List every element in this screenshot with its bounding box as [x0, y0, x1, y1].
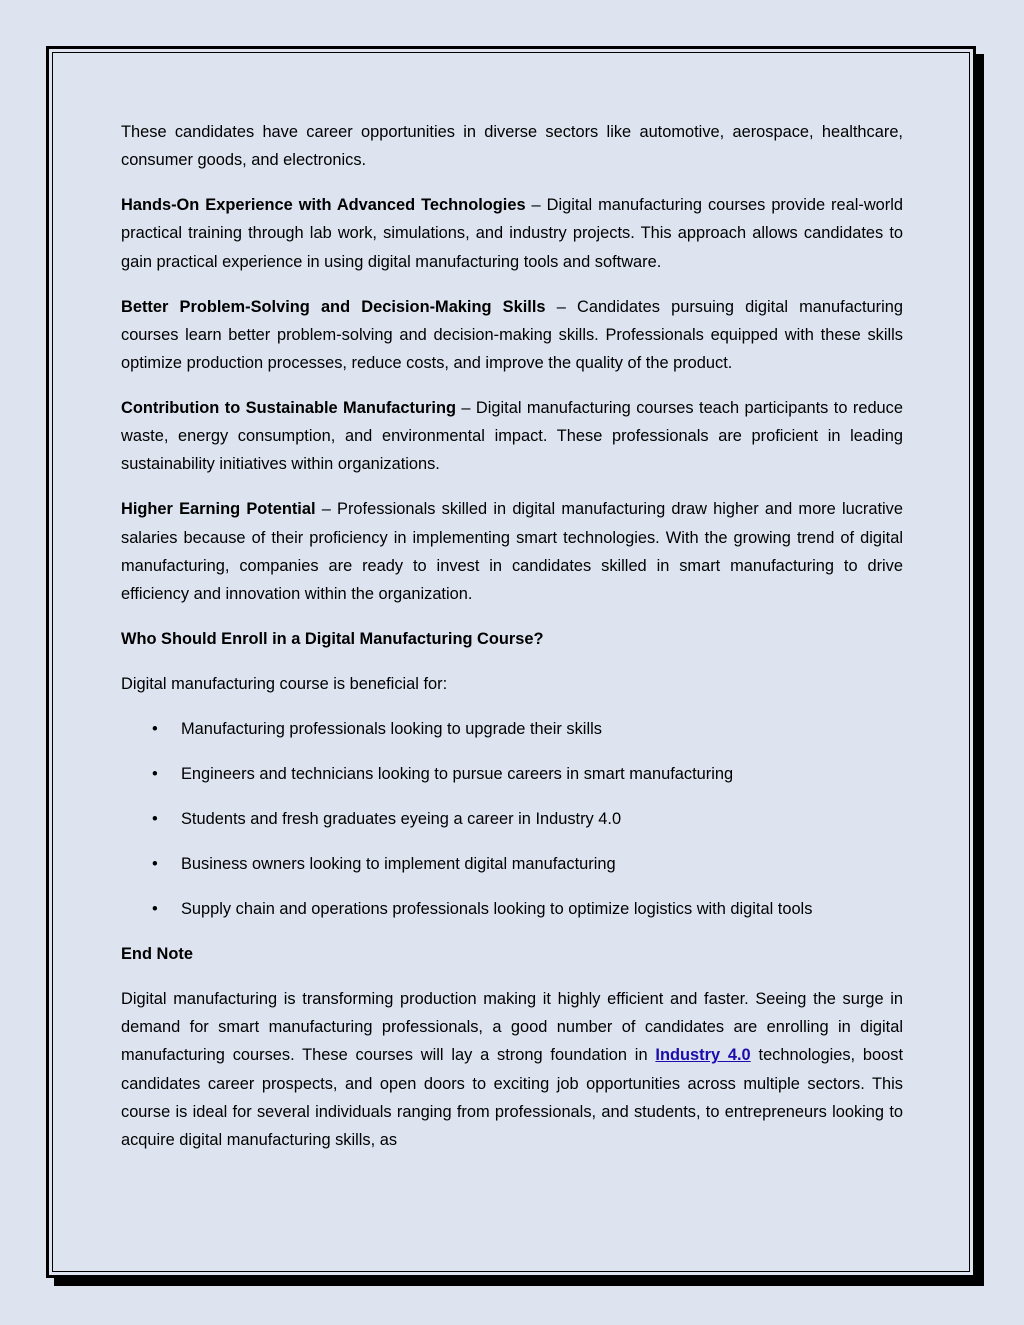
earning-heading: Higher Earning Potential — [121, 500, 316, 519]
paragraph-hands-on — [121, 191, 903, 276]
end-note-text-before: Digital manufacturing is transforming production making it highly efficient and faster. Seeing the surge in demand for smart manufacturing professionals, a good number of candidates are enrolling in digital manufacturing courses. These courses will lay a strong foundation in — [121, 990, 903, 1065]
list-item — [121, 715, 903, 743]
list-item-text: Supply chain and operations professionals looking to optimize logistics with digital tools — [181, 900, 813, 919]
paragraph-problem-solving — [121, 293, 903, 378]
bullet-icon: • — [152, 765, 158, 784]
list-item-text: Engineers and technicians looking to pursue careers in smart manufacturing — [181, 765, 734, 784]
paragraph-earning — [121, 495, 903, 608]
bullet-icon: • — [152, 720, 158, 739]
sustainability-text: – Digital manufacturing courses teach participants to reduce waste, energy consumption, and environmental impact. These professionals are proficient in leading sustainability initiatives within organizations. — [121, 399, 903, 474]
hands-on-heading: Hands-On Experience with Advanced Technologies — [121, 196, 526, 215]
list-item — [121, 850, 903, 878]
list-item-text: Business owners looking to implement digital manufacturing — [181, 855, 616, 874]
end-note-text-after: technologies, boost candidates career prospects, and open doors to exciting job opportunities across multiple sectors. This course is ideal for several individuals ranging from professionals, and students, to entrepreneurs looking to acquire digital manufacturing skills, as — [121, 1046, 904, 1150]
bullet-icon: • — [152, 810, 158, 829]
paragraph-career-sectors: These candidates have career opportunities in diverse sectors like automotive, aerospace, healthcare, consumer goods, and electronics. — [121, 123, 903, 170]
list-item — [121, 895, 903, 923]
beneficial-intro: Digital manufacturing course is beneficial for: — [121, 675, 448, 694]
document-body — [121, 118, 903, 1171]
list-item — [121, 805, 903, 833]
list-item-text: Manufacturing professionals looking to upgrade their skills — [181, 720, 602, 739]
who-should-enroll-heading: Who Should Enroll in a Digital Manufacturing Course? — [121, 630, 544, 649]
sustainability-heading: Contribution to Sustainable Manufacturing — [121, 399, 456, 418]
problem-solving-heading: Better Problem-Solving and Decision-Making Skills — [121, 297, 546, 316]
earning-text: – Professionals skilled in digital manufacturing draw higher and more lucrative salaries because of their proficiency in implementing smart technologies. With the growing trend of digital manufacturing, companies are ready to invest in candidates skilled in smart manufacturing to drive efficiency and innovation within the organization. — [121, 500, 903, 604]
bullet-icon: • — [152, 900, 158, 919]
end-note-heading: End Note — [121, 945, 193, 964]
end-note-paragraph — [121, 985, 903, 1154]
bullet-icon: • — [152, 855, 158, 874]
paragraph-sustainability — [121, 394, 903, 479]
list-item-text: Students and fresh graduates eyeing a career in Industry 4.0 — [181, 810, 622, 829]
problem-solving-text: – Candidates pursuing digital manufacturing courses learn better problem-solving and decision-making skills. Professionals equipped with these skills optimize production processes, reduce costs, and improve the quality of the product. — [121, 297, 904, 373]
audience-list — [121, 715, 903, 923]
list-item — [121, 760, 903, 788]
industry-4-0-link[interactable]: Industry 4.0 — [655, 1046, 751, 1065]
hands-on-text: – Digital manufacturing courses provide real-world practical training through lab work, simulations, and industry projects. This approach allows candidates to gain practical experience in using digital manufacturing tools and software. — [121, 196, 904, 271]
